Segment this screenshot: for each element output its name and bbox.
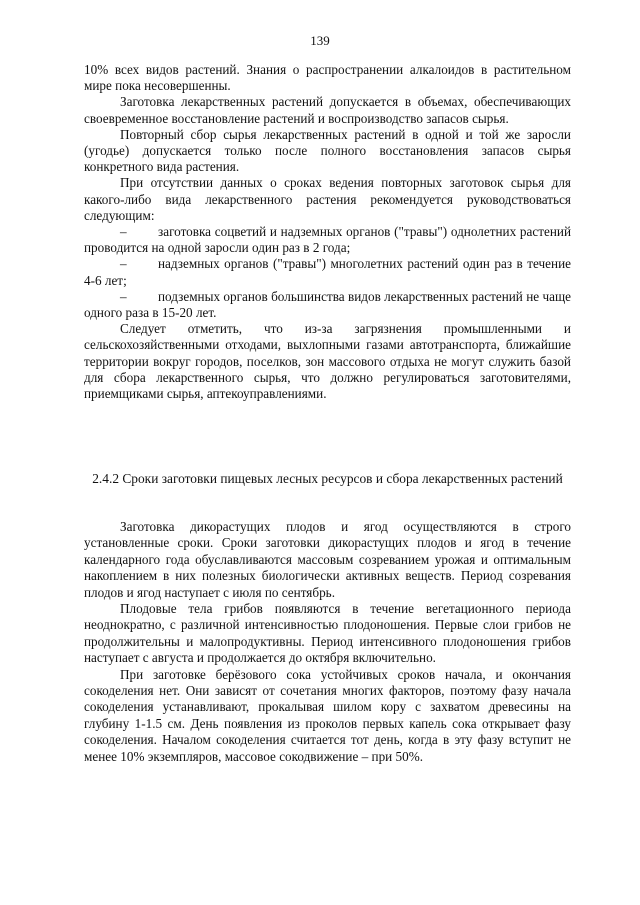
list-item-text: подземных органов большинства видов лекарственных растений не чаще одного раза в 15-20 лет. — [84, 288, 571, 321]
paragraph: При отсутствии данных о сроках ведения повторных заготовок сырья для какого-либо вида лекарственного растения рекомендуется руководствоваться следующим: — [84, 175, 571, 223]
dash-bullet: – — [120, 288, 127, 304]
list-item — [84, 289, 571, 321]
text-block-alkaloids-harvesting — [84, 62, 571, 402]
page-number: 139 — [310, 33, 330, 48]
section-heading: 2.4.2 Сроки заготовки пищевых лесных ресурсов и сбора лекарственных растений — [92, 471, 563, 486]
paragraph: Плодовые тела грибов появляются в течение вегетационного периода неоднократно, с различной интенсивностью плодоношения. Первые слои грибов не продолжительны и малопродуктивны. Период интенсивного плодоношения грибов наступает с августа и продолжается до октября включительно. — [84, 601, 571, 666]
list-item — [84, 224, 571, 256]
paragraph: Следует отметить, что из-за загрязнения промышленными и сельскохозяйственными отходами, выхлопными газами автотранспорта, ближайшие территории вокруг городов, поселков, зон массового отдыха не могут служить базой для сбора лекарственного сырья, что должно регулироваться заготовителями, приемщиками сырья, аптекоуправлениями. — [84, 321, 571, 402]
paragraph: 10% всех видов растений. Знания о распространении алкалоидов в растительном мире пока несовершенны. — [84, 62, 571, 94]
paragraph: Повторный сбор сырья лекарственных растений в одной и той же заросли (угодье) допускается только после полного восстановления запасов сырья конкретного вида растения. — [84, 126, 571, 175]
paragraph: Заготовка лекарственных растений допускается в объемах, обеспечивающих своевременное восстановление растений и воспроизводство запасов сырья. — [84, 94, 571, 126]
dash-bullet: – — [120, 256, 127, 272]
list-item — [84, 256, 571, 288]
text-block-harvest-terms — [84, 519, 571, 765]
paragraph: Заготовка дикорастущих плодов и ягод осуществляются в строго установленные сроки. Сроки заготовки дикорастущих плодов и ягод в течение календарного года обуславливаются массовым созреванием урожая и оптимальным накоплением в них полезных биологически активных веществ. Период созревания плодов и ягод наступает с июля по сентябрь. — [84, 519, 571, 600]
dash-bullet: – — [120, 224, 127, 240]
list-item-text: заготовка соцветий и надземных органов ("травы") однолетних растений проводится на одной заросли один раз в 2 года; — [84, 224, 571, 256]
list-item-text: надземных органов ("травы") многолетних растений один раз в течение 4-6 лет; — [84, 256, 571, 288]
paragraph: При заготовке берёзового сока устойчивых сроков начала, и окончания сокоделения нет. Они зависят от сочетания многих факторов, поэтому фазу начала сокоделения устанавливают, прокалывая шилом кору с захватом древесины на глубину 1-1.5 см. День появления из проколов первых капель сока открывает фазу сокоделения. Началом сокоделения считается тот день, когда в эту фазу вступит не менее 10% экземпляров, массовое сокодвижение – при 50%. — [84, 666, 571, 764]
